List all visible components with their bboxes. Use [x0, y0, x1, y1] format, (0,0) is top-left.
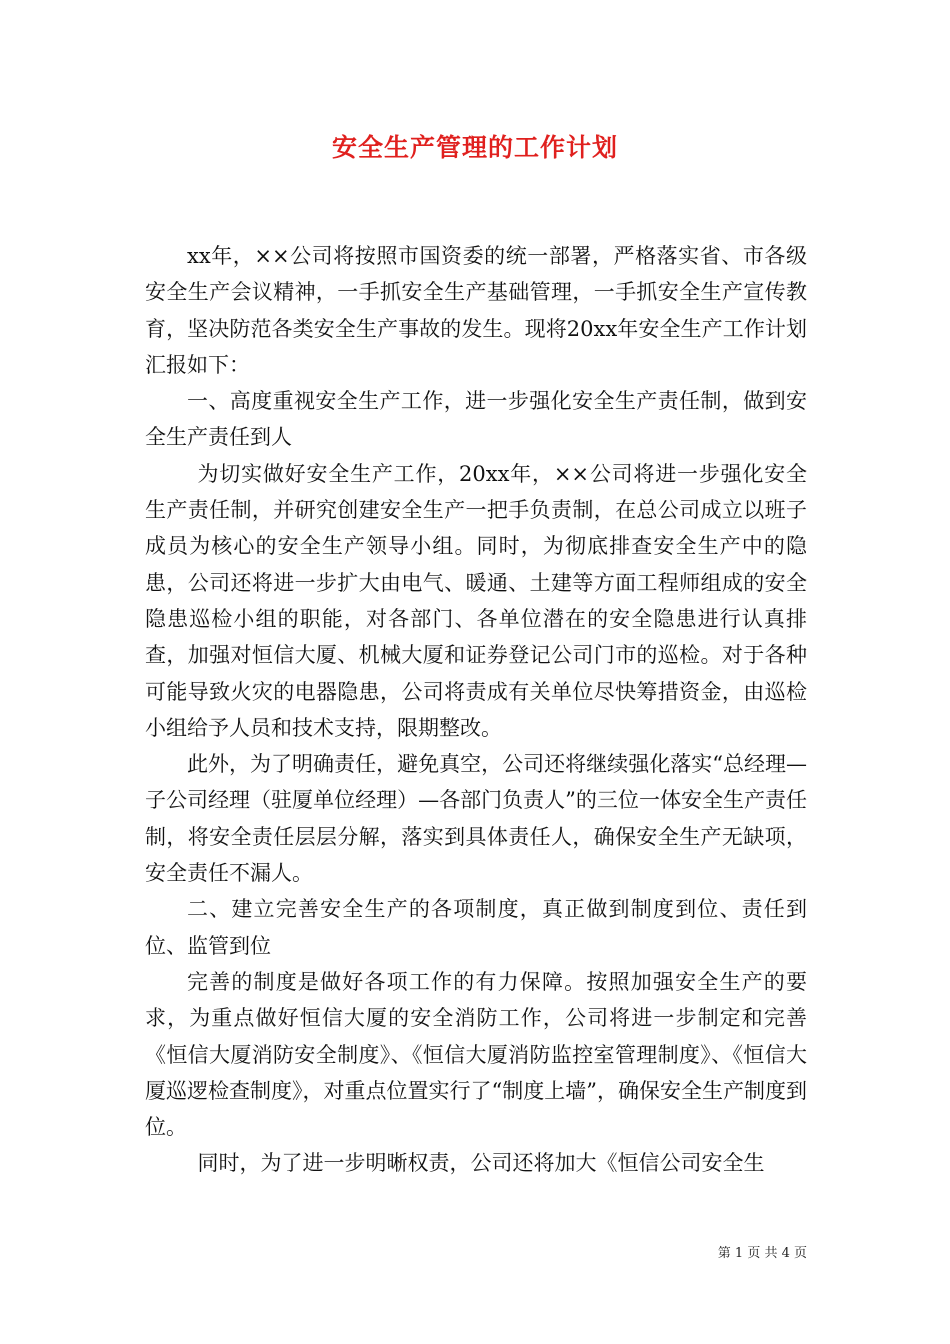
page-title: 安全生产管理的工作计划 — [331, 133, 618, 162]
document-body — [145, 238, 807, 1182]
section-heading-1: 一、高度重视安全生产工作，进一步强化安全生产责任制，做到安全生产责任到人 — [145, 389, 807, 450]
paragraph-section-2: 完善的制度是做好各项工作的有力保障。按照加强安全生产的要求，为重点做好恒信大厦的安全消防工作，公司将进一步制定和完善《恒信大厦消防安全制度》、《恒信大厦消防监控室管理制度》、《恒信大厦巡逻检查制度》，对重点位置实行了“制度上墙”，确保安全生产制度到位。 — [145, 969, 807, 1140]
paragraph-section-2-continued: 同时，为了进一步明晰权责，公司还将加大《恒信公司安全生 — [197, 1151, 765, 1176]
paragraph-section-1-extra: 此外，为了明确责任，避免真空，公司还将继续强化落实“总经理—子公司经理（驻厦单位经理）—各部门负责人”的三位一体安全生产责任制，将安全责任层层分解，落实到具体责任人，确保安全生产无缺项，安全责任不漏人。 — [145, 752, 807, 886]
section-heading-2: 二、建立完善安全生产的各项制度，真正做到制度到位、责任到位、监管到位 — [145, 897, 807, 958]
paragraph-section-1: 为切实做好安全生产工作，20xx年，××公司将进一步强化安全生产责任制，并研究创建安全生产一把手负责制，在总公司成立以班子成员为核心的安全生产领导小组。同时，为彻底排查安全生产中的隐患，公司还将进一步扩大由电气、暖通、土建等方面工程师组成的安全隐患巡检小组的职能，对各部门、各单位潜在的安全隐患进行认真排查，加强对恒信大厦、机械大厦和证券登记公司门市的巡检。对于各种可能导致火灾的电器隐患，公司将责成有关单位尽快筹措资金，由巡检小组给予人员和技术支持，限期整改。 — [145, 461, 807, 740]
page-number: 第 1 页 共 4 页 — [717, 1246, 807, 1261]
paragraph-intro: xx年，××公司将按照市国资委的统一部署，严格落实省、市各级安全生产会议精神，一手抓安全生产基础管理，一手抓安全生产宣传教育，坚决防范各类安全生产事故的发生。现将20xx年安全生产工作计划汇报如下： — [145, 244, 807, 377]
